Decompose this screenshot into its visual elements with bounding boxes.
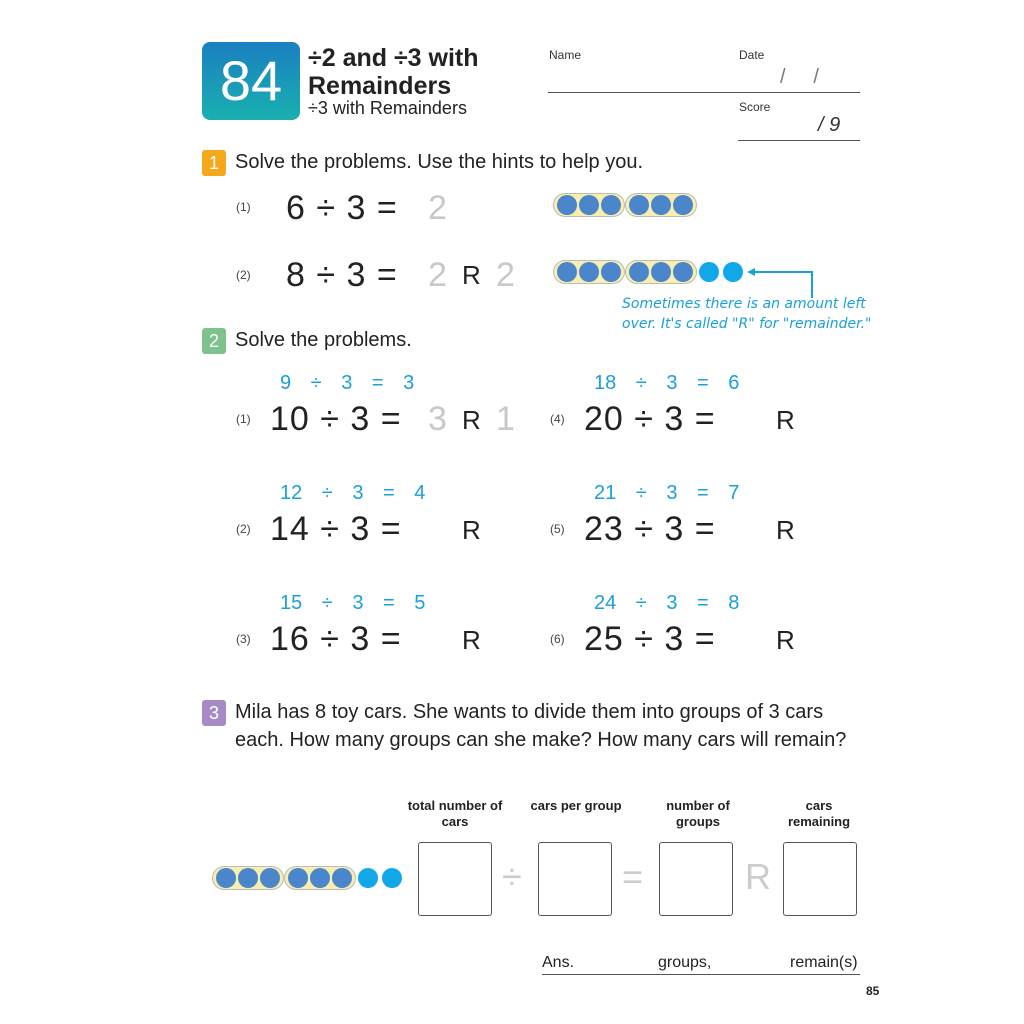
section2-badge: 2 [202,328,226,354]
answer-prefix: Ans. [542,954,575,971]
problem-expression: 25 ÷ 3 = [584,620,716,658]
remainder-label: R [776,515,795,545]
cars-per-group-input[interactable] [538,842,612,916]
answer-remain-label: remain(s) [790,954,858,971]
counter-dots-cars [212,866,404,890]
remainder-label: R [776,405,795,435]
problem-answer: 2 [428,189,448,227]
date-label: Date [739,48,765,62]
column-header-per-group: cars per group [530,798,622,813]
lesson-number-badge: 84 [202,42,300,120]
remainder-label: R [462,625,481,655]
section2-instruction: Solve the problems. [235,329,412,351]
hint-equation: 9 ÷ 3 = 3 [280,372,415,394]
problem-expression: 10 ÷ 3 = [270,400,402,438]
remainder-note-line2: over. It's called "R" for "remainder." [622,316,872,332]
remainder-note-line1: Sometimes there is an amount left [622,296,866,312]
problem-label: (3) [236,632,251,646]
problem-label: (2) [236,268,251,282]
groups-input[interactable] [659,842,733,916]
section3-text-line1: Mila has 8 toy cars. She wants to divide them into groups of 3 cars [235,701,824,723]
problem-expression: 14 ÷ 3 = [270,510,402,548]
subtitle: ÷3 with Remainders [308,98,467,118]
column-header-total: total number of cars [407,798,503,829]
section3-badge: 3 [202,700,226,726]
hint-equation: 12 ÷ 3 = 4 [280,482,426,504]
remainder-label: R [462,515,481,545]
problem-expression: 6 ÷ 3 = [286,189,398,227]
hint-equation: 18 ÷ 3 = 6 [594,372,740,394]
counter-dots-8 [553,260,745,284]
problem-remainder: 2 [496,256,516,294]
remainder-label: R [462,405,481,435]
problem-label: (4) [550,412,565,426]
problem-label: (2) [236,522,251,536]
score-total: / 9 [818,114,841,136]
problem-label: (1) [236,200,251,214]
score-label: Score [739,100,771,114]
problem-answer[interactable]: 3 [428,400,448,438]
divide-operator: ÷ [502,856,522,897]
hint-equation: 15 ÷ 3 = 5 [280,592,426,614]
title-line1: ÷2 and ÷3 with [308,44,479,72]
remainder-label: R [462,260,481,290]
counter-dots-6 [553,193,697,217]
problem-expression: 20 ÷ 3 = [584,400,716,438]
problem-expression: 23 ÷ 3 = [584,510,716,548]
page-number: 85 [866,984,880,998]
column-header-remaining: cars remaining [787,798,851,829]
problem-label: (1) [236,412,251,426]
title-line2: Remainders [308,72,452,100]
name-date-line[interactable] [548,92,860,93]
equals-operator: = [622,856,644,897]
remaining-input[interactable] [783,842,857,916]
problem-expression: 8 ÷ 3 = [286,256,398,294]
problem-expression: 16 ÷ 3 = [270,620,402,658]
remainder-operator: R [745,856,771,897]
name-label: Name [549,48,582,62]
section3-text-line2: each. How many groups can she make? How many cars will remain? [235,729,847,751]
section1-badge: 1 [202,150,226,176]
column-header-groups: number of groups [666,798,730,829]
total-cars-input[interactable] [418,842,492,916]
hint-equation: 21 ÷ 3 = 7 [594,482,740,504]
problem-answer: 2 [428,256,448,294]
answer-line[interactable] [542,974,860,975]
remainder-label: R [776,625,795,655]
problem-label: (5) [550,522,565,536]
hint-equation: 24 ÷ 3 = 8 [594,592,740,614]
section1-instruction: Solve the problems. Use the hints to help you. [235,151,644,173]
problem-remainder[interactable]: 1 [496,400,516,438]
problem-label: (6) [550,632,565,646]
answer-groups-label: groups, [658,954,712,971]
date-slashes: / / [780,66,819,88]
score-line [738,140,860,141]
